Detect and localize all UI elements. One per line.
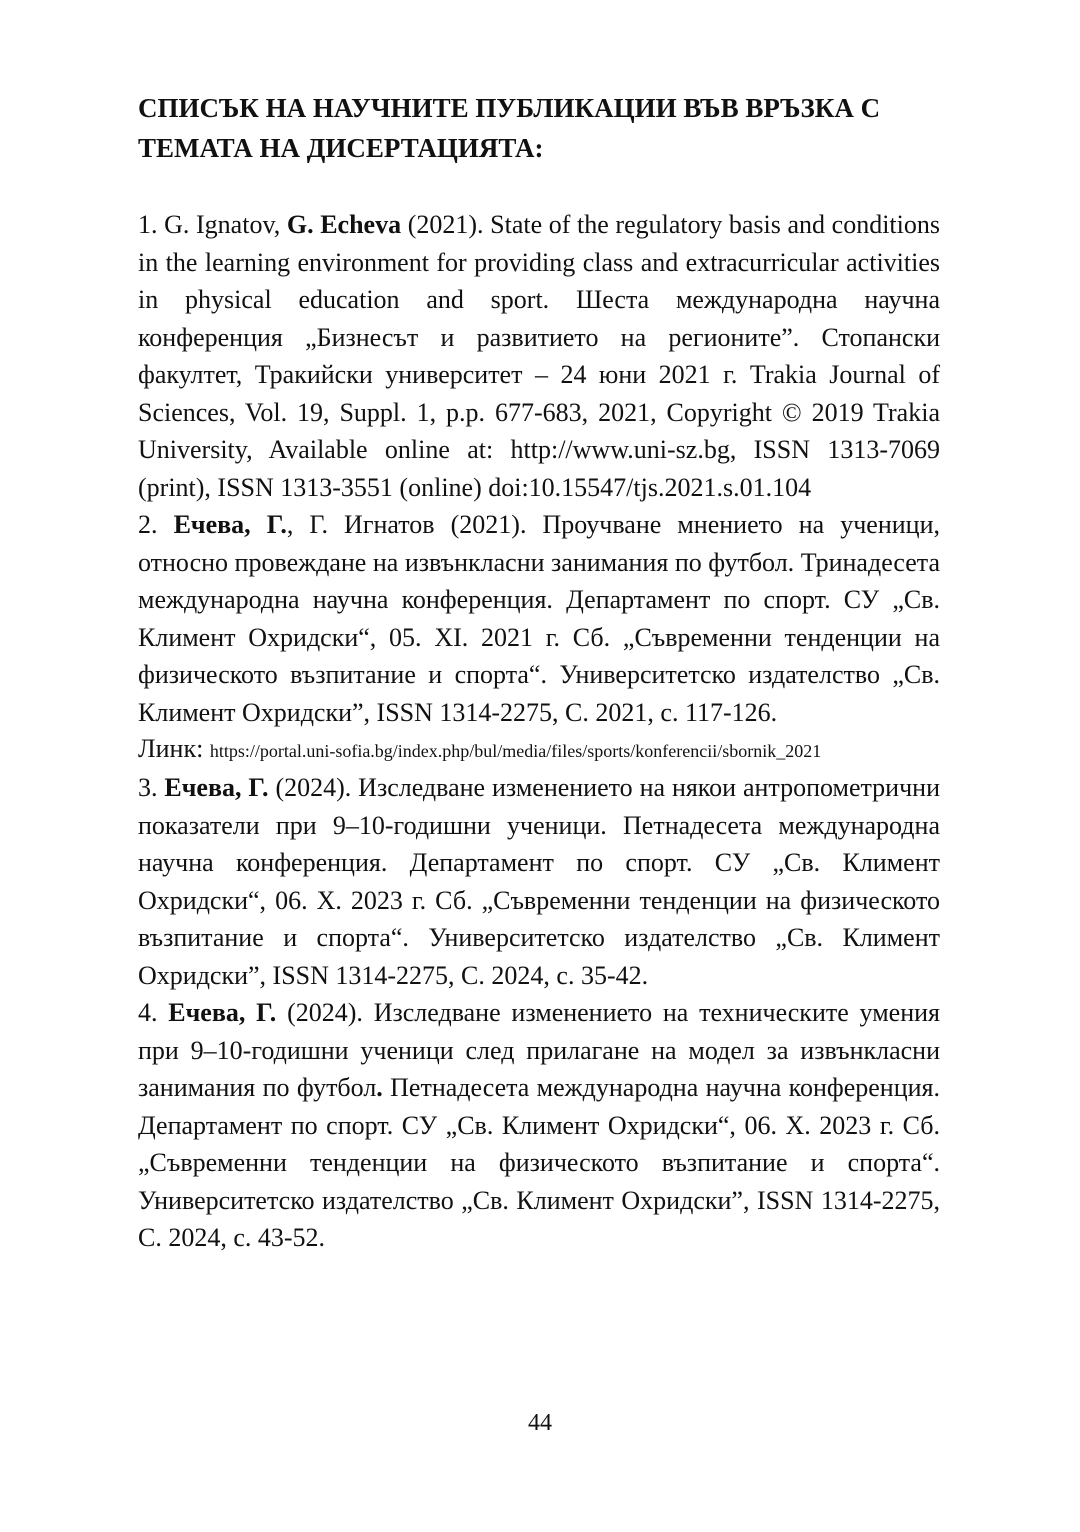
link-url[interactable]: https://portal.uni-sofia.bg/index.php/bul/media/files/sports/konferencii/sbornik_2021 — [209, 741, 822, 761]
publication-number: 2. — [138, 510, 158, 539]
publication-author-highlight: Ечева, Г. — [164, 773, 269, 802]
publication-bold-punctuation: . — [376, 1073, 383, 1102]
publication-1 — [138, 206, 940, 506]
publication-number: 3. — [138, 773, 158, 802]
publication-3 — [138, 769, 940, 994]
page-title-line-2: ТЕМАТА НА ДИСЕРТАЦИЯТА: — [138, 133, 544, 163]
publication-details: (2021). State of the regulatory basis and conditions in the learning environment for providing class and extracurricular activities in physical education and sport. Шеста международна научна конференция „Бизнесът и развитието на регионите”. Стопански факултет, Тракийски университет – 24 юни 2021 г. Trakia Journal of Sciences, Vol. 19, Suppl. 1, p.p. 677-683, 2021, Copyright © 2019 Trakia University, Available online at: http://www.uni-sz.bg, ISSN 1313-7069 (print), ISSN 1313-3551 (online) doi:10.15547/tjs.2021.s.01.104 — [138, 210, 940, 502]
publication-number: 1. — [138, 210, 158, 239]
document-page — [138, 88, 940, 1257]
link-label: Линк: — [138, 734, 204, 763]
publication-link — [138, 731, 940, 769]
publication-authors-pre: G. Ignatov, — [164, 210, 287, 239]
publication-details: (2024). Изследване изменението на техническите умения при 9–10-годишни ученици след прилагане на модел за извънкласни занимания по футбол — [138, 998, 940, 1102]
publication-author-highlight: Ечева, Г. — [173, 510, 287, 539]
publication-details: (2024). Изследване изменението на някои антропометрични показатели при 9–10-годишни ученици. Петнадесета международна научна конференция. Департамент по спорт. СУ „Св. Климент Охридски“, 06. X. 2023 г. Сб. „Съвременни тенденции на физическото възпитание и спорта“. Университетско издателство „Св. Климент Охридски”, ISSN 1314-2275, С. 2024, с. 35-42. — [138, 773, 940, 990]
publication-details: , Г. Игнатов (2021). Проучване мнението на ученици, относно провеждане на извънкласни занимания по футбол. Тринадесета международна научна конференция. Департамент по спорт. СУ „Св. Климент Охридски“, 05. XI. 2021 г. Сб. „Съвременни тенденции на физическото възпитание и спорта“. Университетско издателство „Св. Климент Охридски”, ISSN 1314-2275, С. 2021, с. 117-126. — [138, 510, 940, 727]
publication-4 — [138, 994, 940, 1257]
publication-details-continued: Петнадесета международна научна конференция. Департамент по спорт. СУ „Св. Климент Охридски“, 06. X. 2023 г. Сб. „Съвременни тенденции на физическото възпитание и спорта“. Университетско издателство „Св. Климент Охридски”, ISSN 1314-2275, С. 2024, с. 43-52. — [138, 1073, 940, 1252]
page-title — [138, 88, 940, 168]
publication-number: 4. — [138, 998, 158, 1027]
publication-author-highlight: Ечева, Г. — [168, 998, 277, 1027]
page-title-line-1: СПИСЪК НА НАУЧНИТЕ ПУБЛИКАЦИИ ВЪВ ВРЪЗКА С — [138, 93, 881, 123]
page-number: 44 — [528, 1410, 552, 1436]
publication-author-highlight: G. Echeva — [286, 210, 402, 239]
publication-2 — [138, 506, 940, 731]
